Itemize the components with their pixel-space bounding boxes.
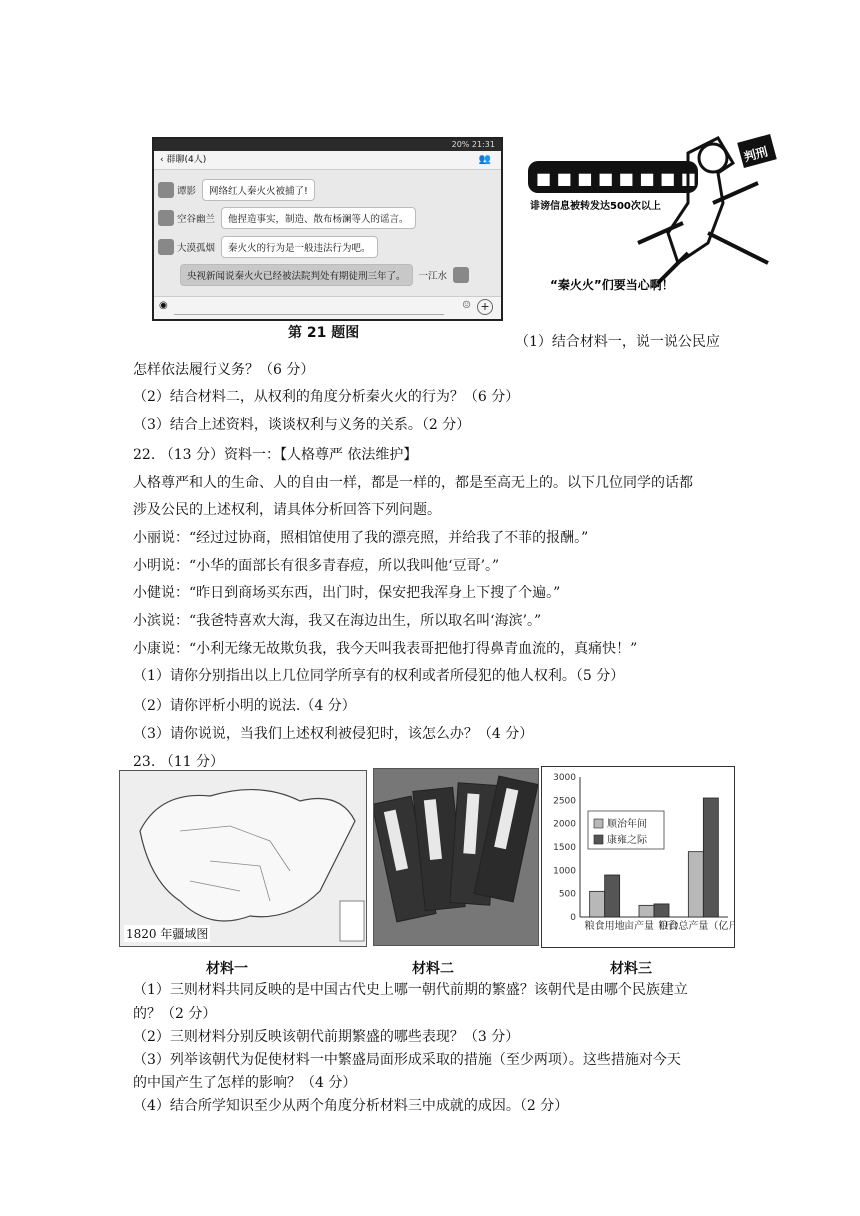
question-text: （1）三则材料共同反映的是中国古代史上哪一朝代前期的繁盛？该朝代是由哪个民族建立	[133, 982, 688, 998]
message-bubble: 秦火火的行为是一般违法行为吧。	[221, 236, 378, 258]
chat-message	[158, 179, 315, 201]
bar	[703, 798, 718, 917]
question-text: （3）列举该朝代为促使材料一中繁盛局面形成采取的措施（至少两项）。这些措施对今天	[133, 1052, 681, 1068]
y-tick-label: 2500	[553, 796, 576, 807]
question-text: （2）结合材料二，从权利的角度分析秦火火的行为？（6 分）	[133, 389, 520, 405]
bar	[688, 852, 703, 917]
question-text: （2）三则材料分别反映该朝代前期繁盛的哪些表现？（3 分）	[133, 1029, 520, 1045]
quote-line: 小丽说：“经过过协商，照相馆使用了我的漂亮照，并给我了不菲的报酬。”	[133, 530, 589, 546]
x-tick-label: 亩产量（斤）	[624, 921, 684, 932]
question-text: （3）请你说说，当我们上述权利被侵犯时，该怎么办？（4 分）	[133, 726, 534, 742]
cartoon-stamp: 判刑	[742, 144, 770, 165]
question-text: （2）请你评析小明的说法.（4 分）	[133, 698, 356, 714]
chat-message	[158, 207, 416, 229]
cartoon-banner: 诽谤信息被转发达500次以上	[530, 201, 661, 212]
material-caption: 材料三	[610, 961, 652, 977]
chat-header	[154, 151, 501, 170]
chat-message	[180, 264, 472, 286]
quote-line: 小滨说：“我爸特喜欢大海，我又在海边出生，所以取名叫‘海滨’。”	[133, 613, 542, 629]
quote-line: 小康说：“小利无缘无故欺负我，我今天叫我表哥把他打得鼻青血流的，真痛快！”	[133, 641, 638, 657]
legend-label: 顺治年间	[607, 819, 647, 830]
avatar	[158, 182, 174, 198]
material-caption: 材料一	[206, 961, 248, 977]
question-text: 的？（2 分）	[133, 1006, 217, 1022]
message-bubble: 网络红人秦火火被捕了!	[202, 179, 315, 201]
plus-icon: +	[477, 299, 493, 315]
question-text: 怎样依法履行义务？（6 分）	[133, 362, 315, 378]
bar-chart	[541, 766, 735, 948]
group-title: 群聊(4人)	[166, 155, 207, 165]
y-tick-label: 2000	[553, 819, 576, 830]
cartoon-illustration	[518, 133, 780, 301]
group-members-icon: 👥	[478, 154, 491, 165]
sender-name: 大漠孤烟	[177, 243, 216, 254]
question-text: （4）结合所学知识至少从两个角度分析材料三中成就的成因。（2 分）	[133, 1098, 569, 1114]
svg-text:■ ■ ■ ■ ■ ■ ■ ■ ■: ■ ■ ■ ■ ■ ■ ■ ■ ■	[536, 169, 717, 188]
legend-label: 康雍之际	[607, 835, 647, 846]
figure-caption: 第 21 题图	[288, 325, 360, 341]
voice-icon: ◉	[159, 300, 168, 311]
chart-canvas	[542, 767, 734, 947]
x-tick-label: 粮食总产量（亿斤	[658, 921, 734, 932]
question-text: （1）结合材料一，说一说公民应	[515, 334, 720, 350]
back-chevron-icon: ‹	[160, 155, 164, 165]
chat-screenshot	[152, 137, 503, 321]
question-text: 的中国产生了怎样的影响？（4 分）	[133, 1075, 357, 1091]
bar	[605, 875, 620, 917]
map-image	[120, 771, 366, 946]
message-bubble: 他捏造事实，制造、散布杨澜等人的谣言。	[221, 207, 416, 229]
question-text: （3）结合上述资料，谈谈权利与义务的关系。（2 分）	[133, 417, 471, 433]
message-input	[174, 301, 444, 315]
bar	[590, 891, 605, 917]
avatar	[158, 210, 174, 226]
map-label: 1820 年疆域图	[126, 927, 209, 941]
question-heading: 23. （11 分）	[133, 754, 224, 770]
books-photo	[373, 768, 539, 946]
question-heading: 22. （13 分）资料一：【人格尊严 依法维护】	[133, 447, 418, 463]
quote-line: 小明说：“小华的面部长有很多青春痘，所以我叫他‘豆哥’。”	[133, 558, 500, 574]
bar	[639, 905, 654, 917]
bar	[654, 904, 669, 917]
books-image	[374, 769, 538, 945]
legend-swatch	[594, 819, 603, 828]
sender-name: 空谷幽兰	[177, 214, 216, 225]
legend-swatch	[594, 835, 603, 844]
chat-message	[158, 236, 378, 258]
sender-name: 谭影	[177, 186, 197, 197]
question-text: 涉及公民的上述权利，请具体分析回答下列问题。	[133, 502, 441, 518]
y-tick-label: 0	[570, 913, 576, 923]
avatar	[453, 267, 469, 283]
emoji-icon: ☺	[462, 300, 471, 311]
y-tick-label: 3000	[553, 773, 576, 783]
chat-input-bar	[154, 296, 501, 319]
status-bar: 20% 21:31	[154, 139, 501, 151]
cartoon-caption: “秦火火”们要当心啊！	[550, 278, 674, 292]
question-text: （1）请你分别指出以上几位同学所享有的权利或者所侵犯的他人权利。（5 分）	[133, 668, 625, 684]
y-tick-label: 500	[558, 889, 576, 900]
material-caption: 材料二	[412, 961, 454, 977]
historical-map	[119, 770, 367, 947]
y-tick-label: 1000	[553, 866, 576, 877]
y-tick-label: 1500	[553, 843, 576, 853]
question-text: 人格尊严和人的生命、人的自由一样，都是一样的，都是至高无上的。以下几位同学的话都	[133, 475, 693, 491]
message-bubble: 央视新闻说秦火火已经被法院判处有期徒刑三年了。	[180, 264, 413, 286]
x-tick-label: 粮食用地	[584, 921, 625, 932]
quote-line: 小健说：“昨日到商场买东西，出门时，保安把我浑身上下搜了个遍。”	[133, 585, 561, 601]
sender-name: 一江水	[418, 271, 448, 282]
avatar	[158, 239, 174, 255]
